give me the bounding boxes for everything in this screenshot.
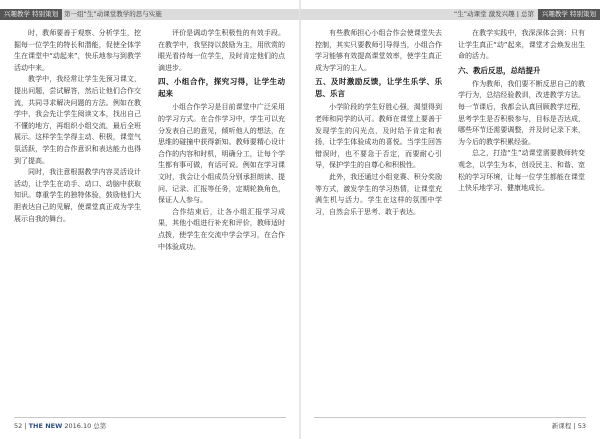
paragraph: 时，教师要善于观察、分析学生，挖掘每一位学生的特长和潜能，促使全体学生在课堂中“动起来”，快乐地参与到教学活动中来。: [14, 29, 141, 72]
paragraph: 在教学实践中，我深深体会到：只有让学生真正“动”起来，课堂才会焕发出生命的活力。: [458, 29, 585, 61]
paragraph: 合作结束后，让各小组汇报学习成果，其他小组进行补充和评价，教师适时点拨，使学生在交流中学会学习，在合作中体验成功。: [158, 207, 285, 251]
right-footer-issue: 新课程 |: [551, 422, 576, 430]
right-column-2: [458, 28, 585, 412]
left-header-band: [0, 9, 300, 20]
paragraph: 此外，我还通过小组竞赛、积分奖励等方式，激发学生的学习热情，让课堂充满生机与活力。学生在这样的氛围中学习，自然会乐于思考、敢于表达。: [315, 172, 442, 216]
left-footer-issue: 2016.10 总第: [64, 422, 107, 430]
left-footer-rule: [14, 417, 286, 418]
right-footer: [552, 421, 586, 430]
paragraph: 作为教师，我们要不断反思自己的教学行为，总结经验教训，改进教学方法。每一节课后，我都会认真回顾教学过程，思考学生是否积极参与，目标是否达成，哪些环节还需要调整，并及时记录下来，为今后的教学积累经验。: [458, 79, 585, 146]
paragraph: 有些教师担心小组合作会使课堂失去控制，其实只要教师引导得当，小组合作学习能够有效提高课堂效率，使学生真正成为学习的主人。: [315, 29, 442, 72]
paragraph: 评价是调动学生积极性的有效手段。在教学中，我坚持以鼓励为主，用欣赏的眼光看待每一位学生，及时肯定他们的点滴进步。: [158, 29, 285, 72]
right-column-1: [315, 28, 442, 412]
section-heading: 四、小组合作，探究习得，让学生动起来: [158, 77, 285, 99]
paragraph: 同时，我注意根据教学内容灵活设计活动，让学生在动手、动口、动脑中获取知识。尊重学生的独特体验，鼓励他们大胆表达自己的见解，使课堂真正成为学生展示自我的舞台。: [14, 168, 141, 223]
right-header-band: [300, 9, 600, 20]
left-header-tag: 兴趣教学 特别策划: [0, 9, 62, 20]
left-footer-brand: THE NEW: [28, 422, 63, 430]
left-column-2: [158, 28, 285, 412]
paragraph: 小组合作学习是目前课堂中广泛采用的学习方式。在合作学习中，学生可以充分发表自己的意见，倾听他人的想法，在思维的碰撞中获得新知。教师要精心设计合作的内容和时机，明确分工，让每个学生都有事可做，有话可说。例如在学习课文时，我会让小组成员分别承担朗读、提问、记录、汇报等任务，定期轮换角色，保证人人参与。: [158, 103, 285, 205]
section-heading: 五、及时激励反馈，让学生乐学、乐思、乐言: [315, 77, 442, 99]
right-header-title: “生”动课堂 激发兴趣 | 总第: [453, 10, 534, 18]
section-heading: 六、教后反思，总结提升: [458, 65, 541, 75]
left-footer: 52 | THE NEW 2016.10 总第: [14, 422, 107, 430]
paragraph: 小学阶段的学生好胜心强，渴望得到老师和同学的认可。教师在课堂上要善于发现学生的闪光点，及时给予肯定和表扬，让学生体验成功的喜悦。当学生回答错误时，也不要急于否定，而要耐心引导，保护学生的自尊心和积极性。: [315, 103, 442, 170]
right-header-tag: 兴趣教学 特别策划: [538, 9, 600, 20]
paragraph: 教学中，我经常让学生先预习课文，提出问题，尝试解答，然后让他们合作交流，共同寻求解决问题的方法。例如在教学中，我会先让学生阅读文本，找出自己不懂的地方，再组织小组交流，最后全班展示。这样学生学得主动、积极，课堂气氛活跃，学生的合作意识和表达能力也得到了提高。: [14, 75, 141, 165]
right-page-number: 53: [577, 422, 586, 430]
right-page: [300, 0, 600, 439]
right-footer-rule: [314, 417, 586, 418]
left-header-title: 第一组“生”动课堂教学的思与实施: [64, 10, 162, 18]
paragraph: 总之，打造“生”动课堂需要教师转变观念，以学生为本，创设民主、和谐、宽松的学习环境，让每一位学生都能在课堂上快乐地学习、健康地成长。: [458, 149, 585, 193]
left-page-number: 52: [14, 422, 23, 430]
left-column-1: [14, 28, 141, 412]
